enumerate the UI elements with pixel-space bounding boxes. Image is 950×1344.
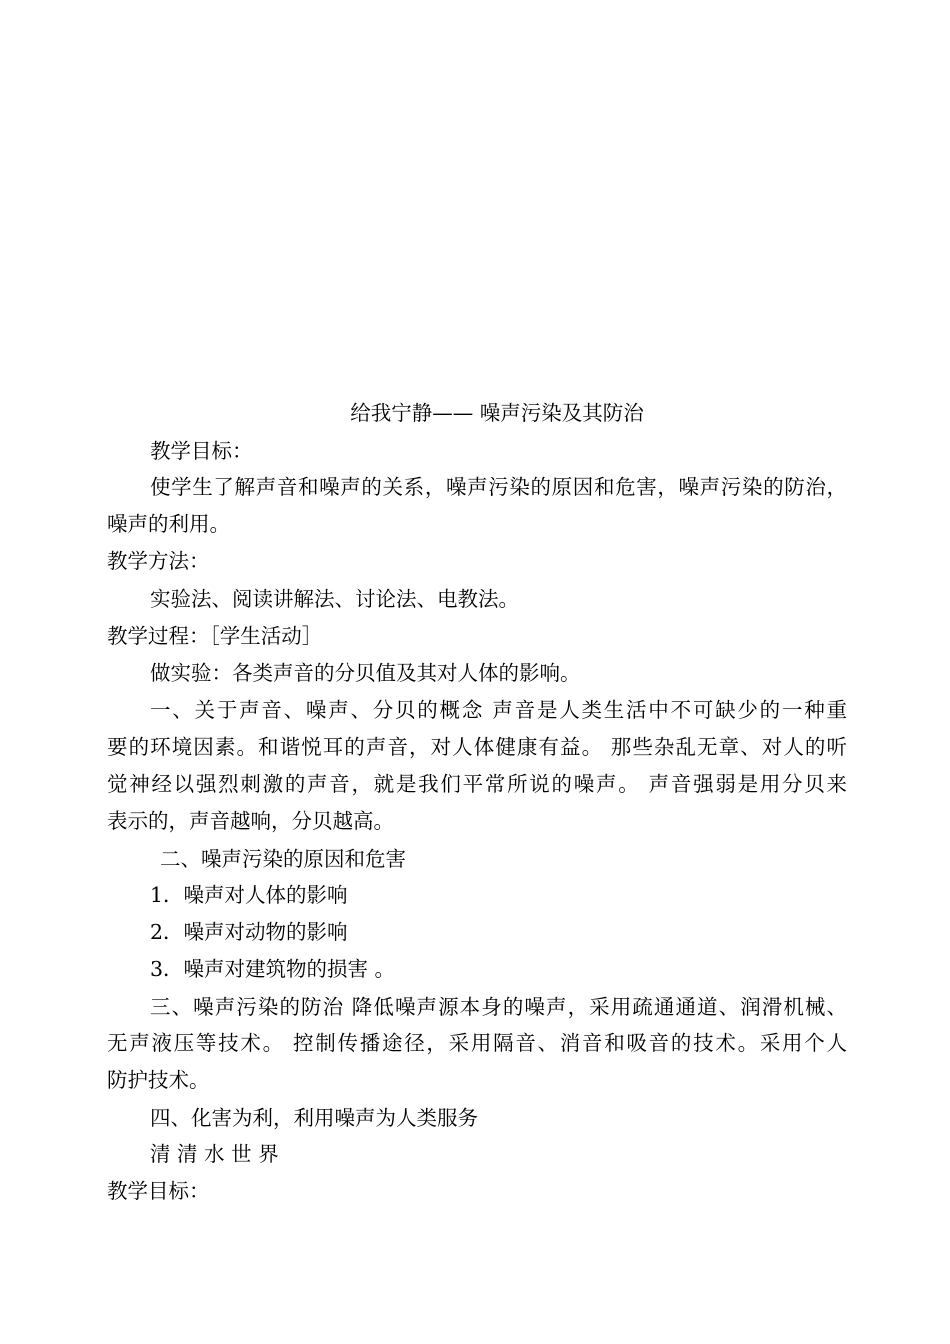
list-item: 3．噪声对建筑物的损害 。: [150, 957, 396, 981]
text-line: 噪声的利用。: [107, 512, 230, 536]
text-line: 四、化害为利，利用噪声为人类服务: [150, 1106, 478, 1130]
section-heading: 教学过程：［学生活动］: [107, 624, 323, 648]
text-line: 觉神经以强烈刺激的声音，就是我们平常所说的噪声。 声音强弱是用分贝来: [107, 772, 847, 796]
text-line: 防护技术。: [107, 1068, 210, 1092]
text-line: 要的环境因素。和谐悦耳的声音，对人体健康有益。 那些杂乱无章、对人的听: [107, 735, 847, 759]
section-heading: 教学方法：: [107, 549, 210, 573]
text-line: 使学生了解声音和噪声的关系，噪声污染的原因和危害，噪声污染的防治，: [150, 475, 847, 499]
section-heading: 教学目标：: [107, 1179, 210, 1203]
text-line: 三、噪声污染的防治 降低噪声源本身的噪声，采用疏通通道、润滑机械、: [150, 995, 847, 1019]
list-item: 1．噪声对人体的影响: [150, 883, 348, 907]
list-item: 2．噪声对动物的影响: [150, 920, 348, 944]
text-line: 一、关于声音、噪声、分贝的概念 声音是人类生活中不可缺少的一种重: [150, 698, 847, 722]
text-line: 无声液压等技术。 控制传播途径，采用隔音、消音和吸音的技术。采用个人: [107, 1031, 847, 1055]
subsection-title: 清 清 水 世 界: [150, 1142, 279, 1166]
text-line: 表示的，声音越响，分贝越高。: [107, 809, 394, 833]
text-line: 二、噪声污染的原因和危害: [160, 847, 406, 871]
document-title: 给我宁静—— 噪声污染及其防治: [350, 401, 644, 425]
text-line: 做实验：各类声音的分贝值及其对人体的影响。: [150, 661, 581, 685]
text-line: 教学目标：: [150, 439, 253, 463]
text-line: 实验法、阅读讲解法、讨论法、电教法。: [150, 587, 519, 611]
